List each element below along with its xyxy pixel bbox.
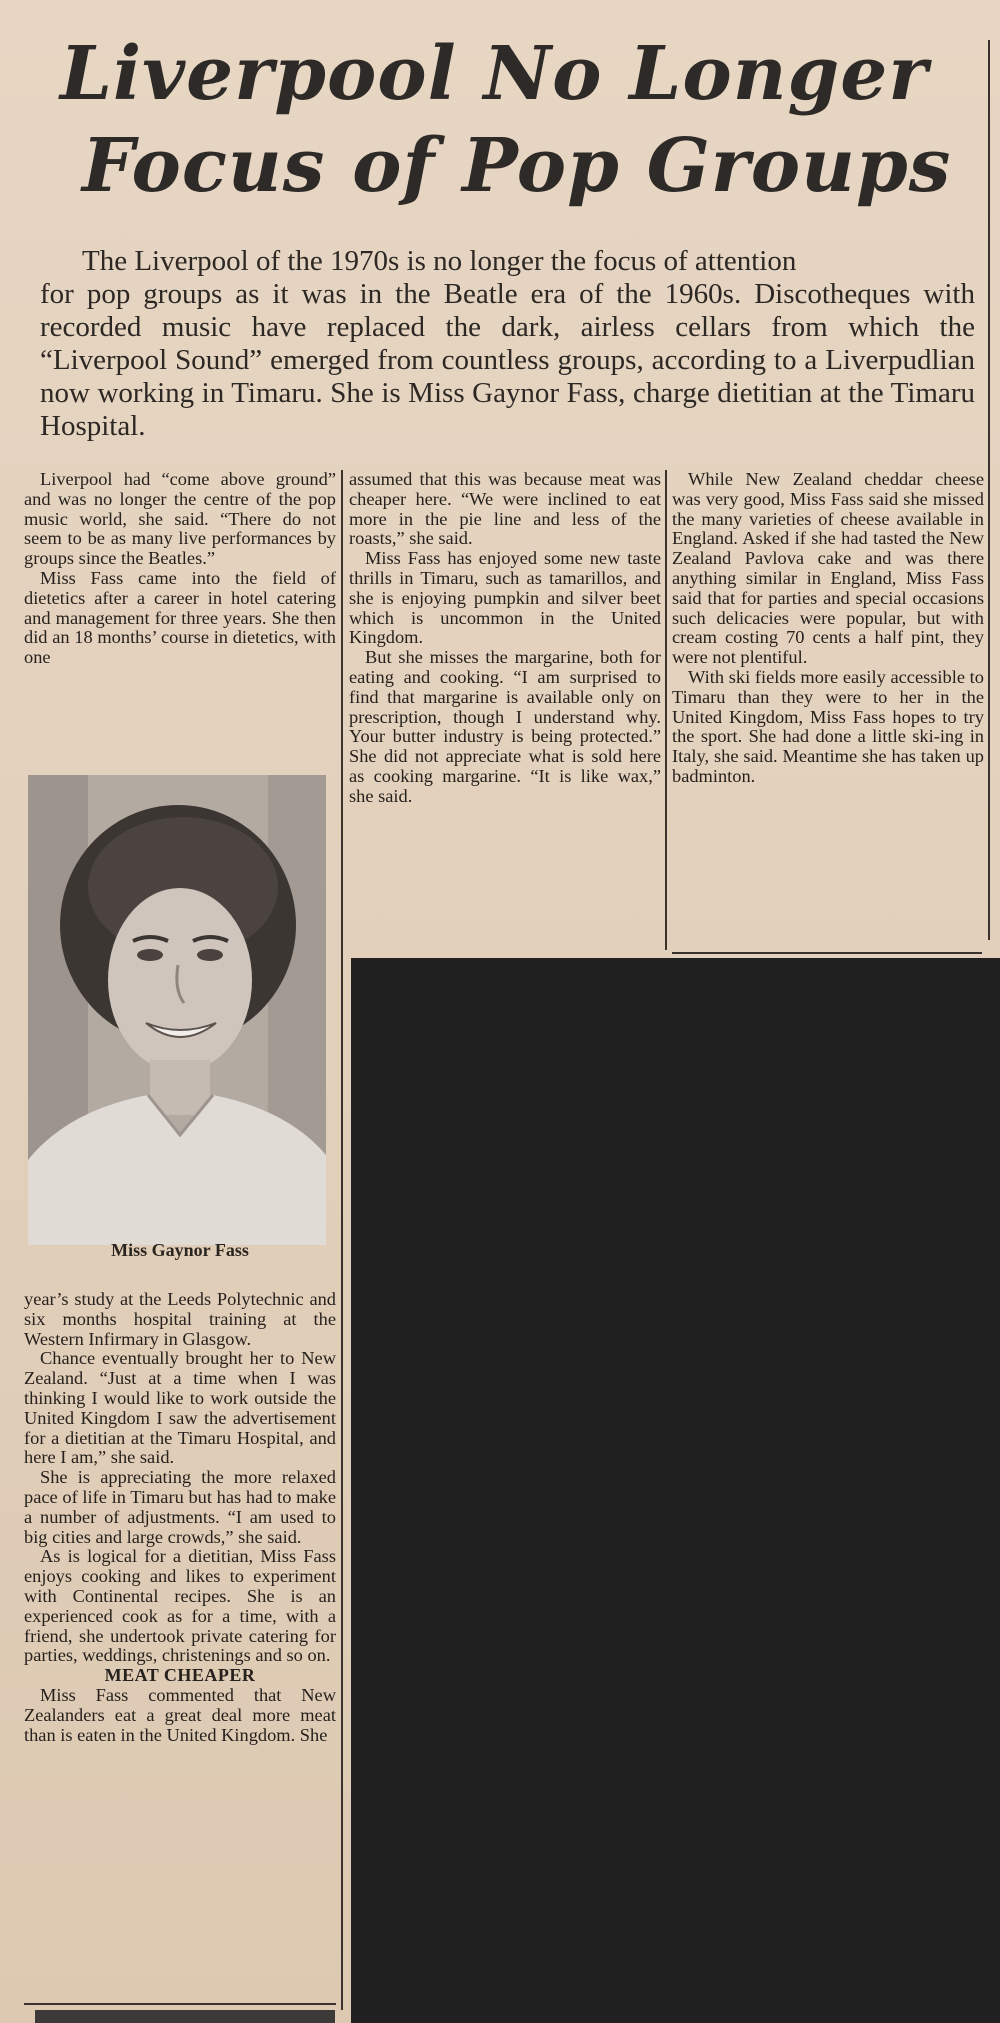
column-1-top — [24, 470, 336, 668]
paragraph: Miss Fass commented that New Zealanders eat a great deal more meat than is eaten in the United Kingdom. She — [24, 1684, 336, 1745]
paragraph: Liverpool had “come above ground” and was no longer the centre of the pop music world, she said. “There do not seem to be as many live performances by groups since the Beatles.” — [24, 469, 336, 569]
column-rule — [341, 470, 343, 2010]
headline-line-2: Focus of Pop Groups — [82, 123, 952, 209]
page-edge-rule — [988, 40, 990, 940]
column-end-rule — [24, 2003, 336, 2005]
paragraph: Chance eventually brought her to New Zealand. “Just at a time when I was thinking I would like to work outside the United Kingdom I saw the advertisement for a dietitian at the Timaru Hospital, and here I am,” she said. — [24, 1348, 336, 1468]
column-3 — [672, 470, 984, 787]
column-end-rule — [672, 952, 982, 954]
dark-background-area — [351, 958, 1000, 2023]
paragraph: But she misses the margarine, both for eating and cooking. “I am surprised to find that margarine is available only on prescription, though I understand why. Your butter industry is being protected.” She did not appreciate what is sold here as cooking margarine. “It is like wax,” she said. — [349, 647, 661, 806]
paragraph: Miss Fass has enjoyed some new taste thrills in Timaru, such as tamarillos, and she is enjoying pumpkin and silver beet which is uncommon in the United Kingdom. — [349, 548, 661, 648]
subheading: MEAT CHEAPER — [104, 1665, 256, 1686]
intro-rest: for pop groups as it was in the Beatle era of the 1960s. Discotheques with recorded music have replaced the dark, airless cellars from which the “Liverpool Sound” emerged from countless groups, according to a Liverpudlian now working in Timaru. She is Miss Gaynor Fass, charge dietitian at the Timaru Hospital. — [40, 278, 975, 442]
column-1-bottom — [24, 1290, 336, 1745]
bottom-edge-strip — [35, 2010, 335, 2023]
paragraph: assumed that this was because meat was cheaper here. “We were inclined to eat more in the pie line and less of the roasts,” she said. — [349, 469, 661, 549]
intro-paragraph — [40, 245, 975, 443]
headline — [60, 28, 960, 212]
paragraph: While New Zealand cheddar cheese was very good, Miss Fass said she missed the many varieties of cheese available in England. Asked if she had tasted the New Zealand Pavlova cake and was there anything similar in England, Miss Fass said that for parties and special occasions such delicacies were popular, but with cream costing 70 cents a half pint, they were not plentiful. — [672, 469, 984, 668]
intro-first-line: The Liverpool of the 1970s is no longer the focus of attention — [82, 245, 797, 277]
paragraph: As is logical for a dietitian, Miss Fass enjoys cooking and likes to experiment with Continental recipes. She is an experienced cook as for a time, with a friend, she undertook private catering for parties, weddings, christenings and so on. — [24, 1546, 336, 1666]
portrait-photo — [28, 775, 326, 1245]
paragraph: With ski fields more easily accessible to Timaru than they were to her in the United Kingdom, Miss Fass hopes to try the sport. She had done a little ski-ing in Italy, she said. Meantime she has taken up badminton. — [672, 666, 984, 786]
paragraph: Miss Fass came into the field of dietetics after a career in hotel catering and management for three years. She then did an 18 months’ course in dietetics, with one — [24, 567, 336, 668]
photo-caption: Miss Gaynor Fass — [111, 1240, 249, 1260]
column-2 — [349, 470, 661, 807]
paragraph: year’s study at the Leeds Polytechnic and six months hospital training at the Western Infirmary in Glasgow. — [24, 1289, 336, 1349]
headline-line-1: Liverpool No Longer — [60, 31, 929, 117]
paragraph: She is appreciating the more relaxed pace of life in Timaru but has had to make a number of adjustments. “I am used to big cities and large crowds,” she said. — [24, 1467, 336, 1547]
column-rule — [665, 470, 667, 950]
